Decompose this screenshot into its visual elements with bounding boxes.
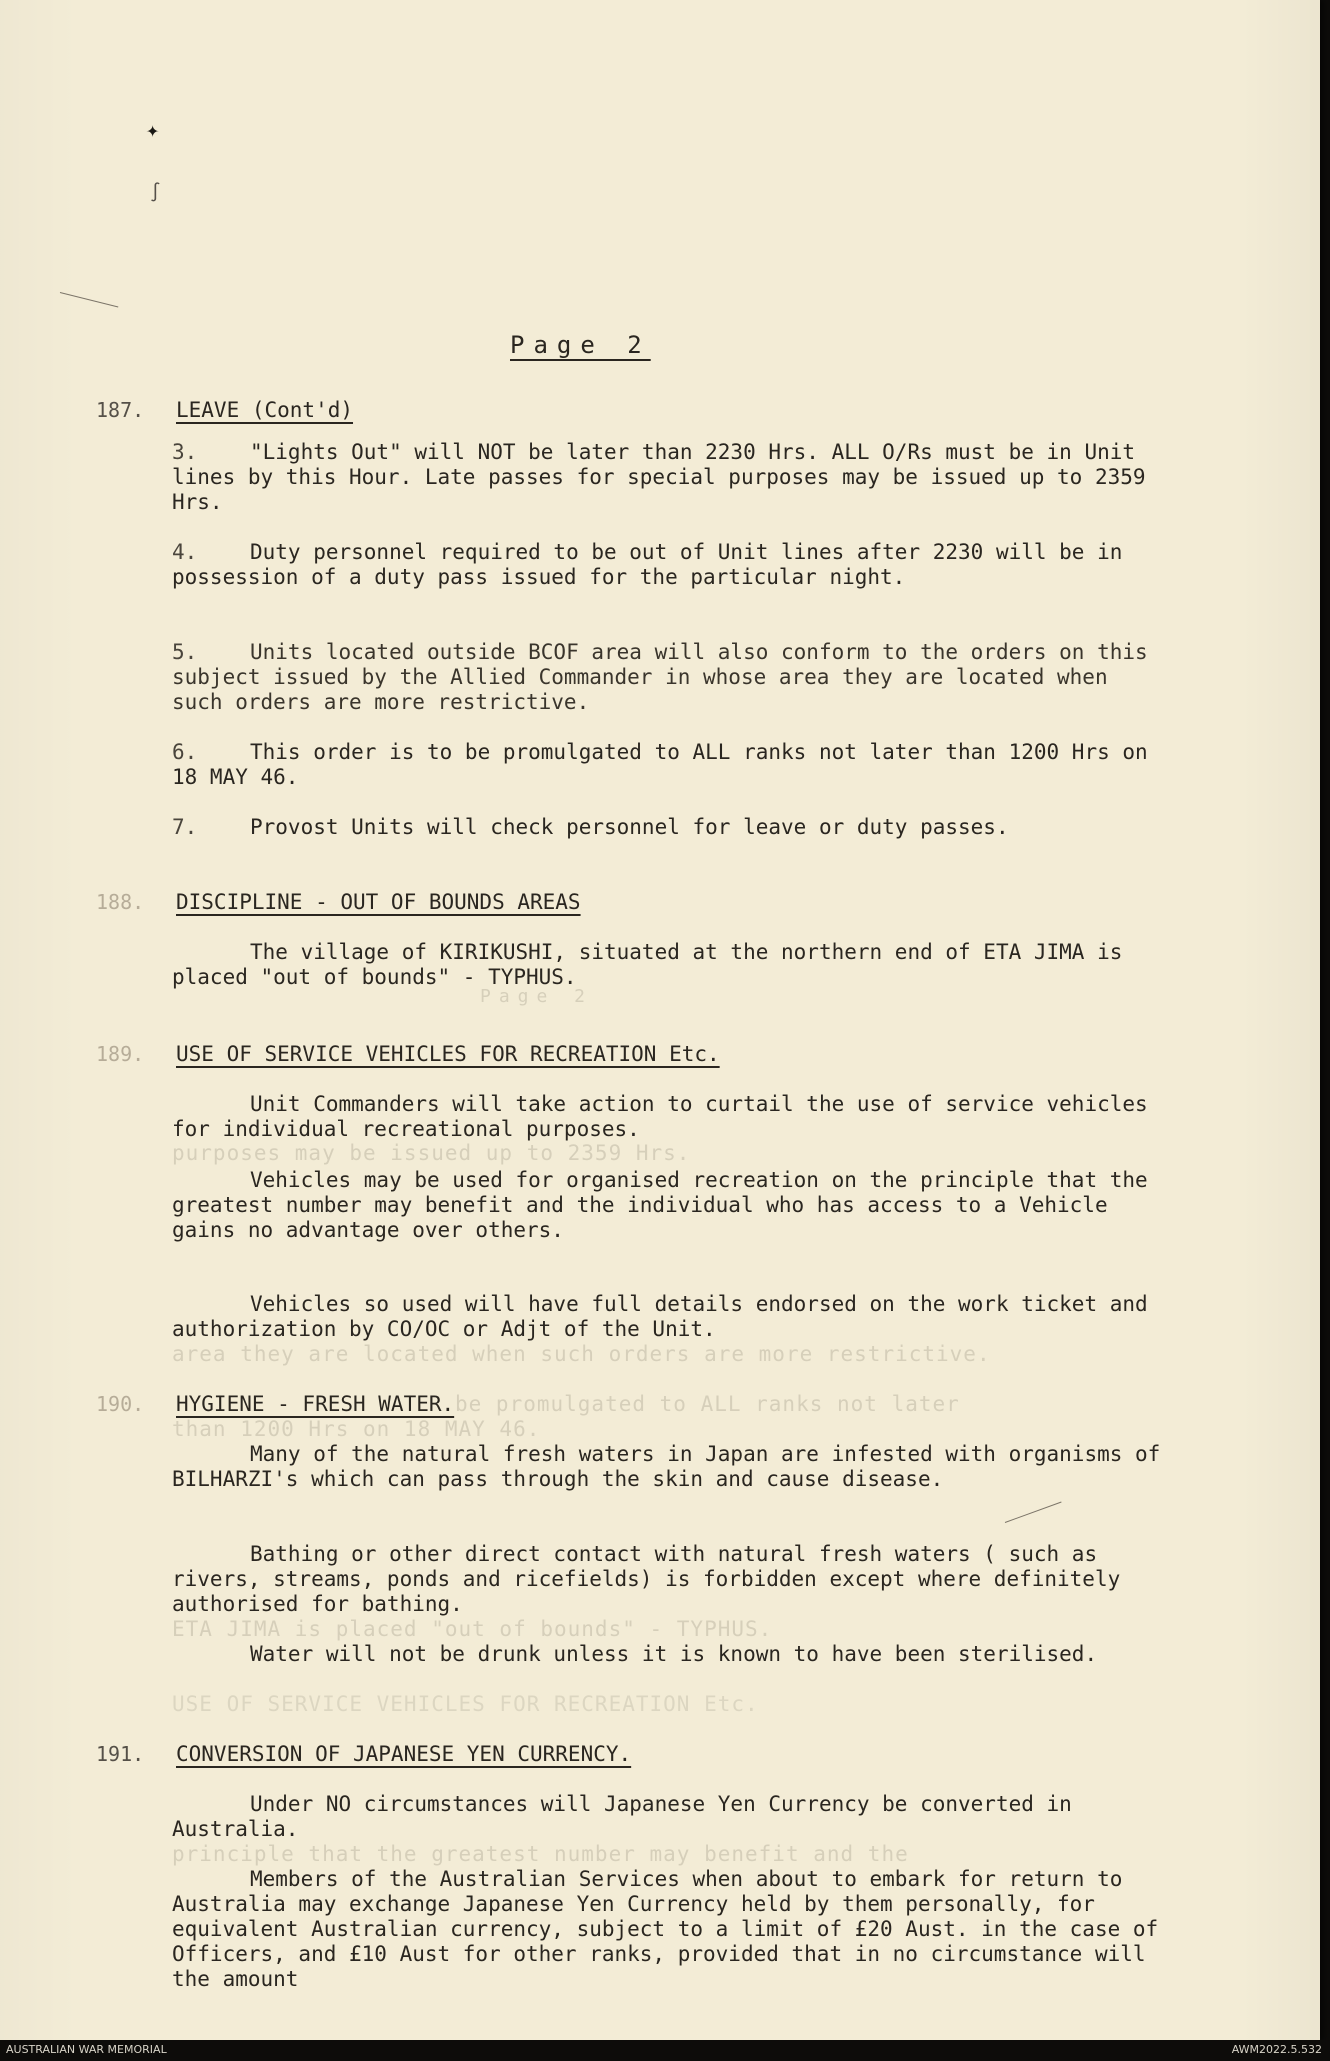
leave-para-7 [172, 815, 1162, 840]
hygiene-para-3: Water will not be drunk unless it is known to have been sterilised. [250, 1642, 1098, 1666]
heading-service-vehicles: USE OF SERVICE VEHICLES FOR RECREATION Etc. [176, 1042, 720, 1066]
item-number-188: 188. [96, 890, 145, 914]
para-text: Provost Units will check personnel for leave or duty passes. [250, 815, 1009, 839]
item-number-191: 191. [96, 1742, 145, 1766]
offset-ghost-line: than 1200 Hrs on 18 MAY 46. [172, 1417, 541, 1441]
heading-discipline: DISCIPLINE - OUT OF BOUNDS AREAS [176, 890, 581, 914]
footer-institution: AUSTRALIAN WAR MEMORIAL [6, 2043, 167, 2056]
yen-para-2: Members of the Australian Services when about to embark for return to Australia may exchange Japanese Yen Currency held by them personally, for equivalent Australian currency, subject to a limit of £20 Aust. in the case of Officers, and £10 Aust for other ranks, provided that in no circumstance will the amount [172, 1867, 1159, 1991]
item-number-187: 187. [96, 398, 145, 422]
para-number: 5. [172, 640, 198, 664]
footer-reference: AWM2022.5.532 [1231, 2043, 1322, 2056]
hygiene-para-1: Many of the natural fresh waters in Japan are infested with organisms of BILHARZI's which can pass through the skin and cause disease. [172, 1442, 1161, 1491]
para-number: 7. [172, 815, 198, 839]
offset-ghost-line: be promulgated to ALL ranks not later [455, 1392, 960, 1416]
offset-ghost-header: Page 2 [480, 986, 594, 1007]
heading-hygiene: HYGIENE - FRESH WATER. [176, 1392, 455, 1416]
discipline-para-1: The village of KIRIKUSHI, situated at the northern end of ETA JIMA is placed "out of bounds" - TYPHUS. [172, 940, 1123, 989]
offset-ghost-line: purposes may be issued up to 2359 Hrs. [172, 1141, 691, 1165]
heading-leave: LEAVE (Cont'd) [176, 398, 354, 422]
vehicles-para-2: Vehicles may be used for organised recreation on the principle that the greatest number may benefit and the individual who has access to a Vehicle gains no advantage over others. [172, 1168, 1148, 1242]
leave-para-3 [172, 440, 1162, 515]
offset-ghost-line: ETA JIMA is placed "out of bounds" - TYPHUS. [172, 1617, 773, 1641]
page-header: Page 2 [510, 331, 651, 359]
margin-scratch [60, 292, 118, 307]
archive-footer [0, 2040, 1330, 2061]
leave-para-5 [172, 640, 1162, 715]
para-text: Duty personnel required to be out of Unit lines after 2230 will be in possession of a duty pass issued for the particular night. [172, 540, 1123, 589]
heading-yen-conversion: CONVERSION OF JAPANESE YEN CURRENCY. [176, 1742, 632, 1766]
leave-para-4 [172, 540, 1162, 590]
offset-ghost-line: USE OF SERVICE VEHICLES FOR RECREATION Etc. [172, 1692, 759, 1716]
offset-ghost-line: area they are located when such orders are more restrictive. [172, 1342, 991, 1366]
vehicles-para-1: Unit Commanders will take action to curtail the use of service vehicles for individual recreational purposes. [172, 1092, 1148, 1141]
para-number: 6. [172, 740, 198, 764]
para-text: This order is to be promulgated to ALL ranks not later than 1200 Hrs on 18 MAY 46. [172, 740, 1148, 789]
para-text: Units located outside BCOF area will also conform to the orders on this subject issued by the Allied Commander in whose area they are located when such orders are more restrictive. [172, 640, 1148, 714]
offset-ghost-line: principle that the greatest number may benefit and the [172, 1842, 909, 1866]
vehicles-para-3: Vehicles so used will have full details endorsed on the work ticket and authorization by CO/OC or Adjt of the Unit. [172, 1292, 1148, 1341]
punch-mark-top: ✦ [146, 118, 160, 143]
para-number: 3. [172, 440, 198, 464]
yen-para-1: Under NO circumstances will Japanese Yen Currency be converted in Australia. [172, 1792, 1072, 1841]
hygiene-para-2: Bathing or other direct contact with natural fresh waters ( such as rivers, streams, ponds and ricefields) is forbidden except where definitely authorised for bathing. [172, 1542, 1121, 1616]
item-number-190: 190. [96, 1392, 145, 1416]
pencil-stroke [1005, 1502, 1062, 1523]
leave-para-6 [172, 740, 1162, 790]
para-number: 4. [172, 540, 198, 564]
punch-mark-bottom: ∫ [150, 182, 161, 203]
item-number-189: 189. [96, 1042, 145, 1066]
para-text: "Lights Out" will NOT be later than 2230 Hrs. ALL O/Rs must be in Unit lines by this Hour. Late passes for special purposes may be issued up to 2359 Hrs. [172, 440, 1146, 514]
